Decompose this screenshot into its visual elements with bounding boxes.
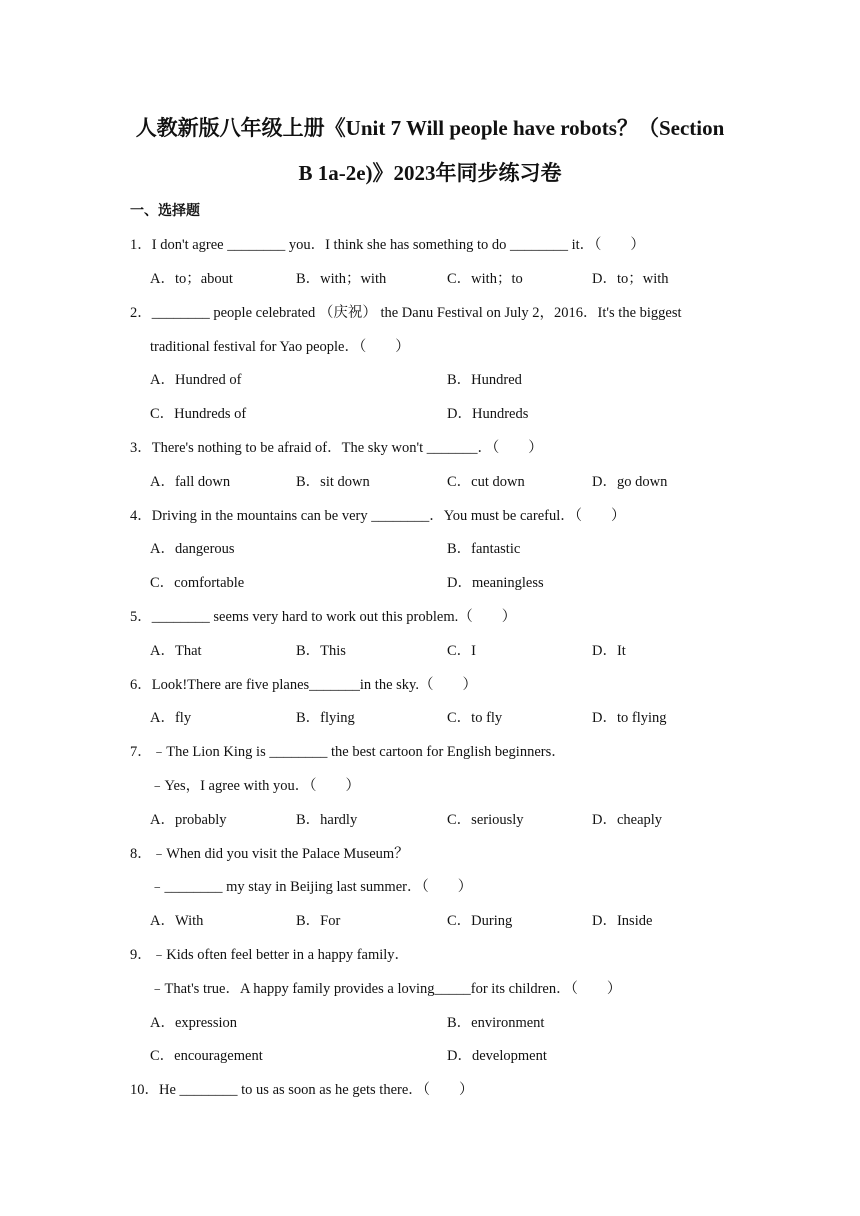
question-4-stem: 4．Driving in the mountains can be very ________．You must be careful．（ ）: [130, 508, 626, 524]
question-7-option-b[interactable]: B．hardly: [296, 812, 358, 828]
question-4-option-b[interactable]: B．fantastic: [447, 541, 521, 557]
question-2-option-d[interactable]: D．Hundreds: [447, 406, 529, 422]
question-3-option-d[interactable]: D．go down: [592, 474, 668, 490]
page-title-line-2: B 1a-2e)》2023年同步练习卷: [298, 161, 562, 185]
question-6-option-d[interactable]: D．to flying: [592, 710, 667, 726]
question-10-stem: 10．He ________ to us as soon as he gets there．（ ）: [130, 1082, 474, 1098]
question-9-option-c[interactable]: C．encouragement: [150, 1048, 263, 1064]
question-7-option-c[interactable]: C．seriously: [447, 812, 524, 828]
question-8-stem: 8．﹣When did you visit the Palace Museum？: [130, 846, 409, 862]
question-1-option-d[interactable]: D．to；with: [592, 271, 669, 287]
question-3-option-b[interactable]: B．sit down: [296, 474, 370, 490]
question-4-option-a[interactable]: A．dangerous: [150, 541, 235, 557]
question-8-option-c[interactable]: C．During: [447, 913, 513, 929]
question-2-option-b[interactable]: B．Hundred: [447, 372, 522, 388]
question-1-option-a[interactable]: A．to；about: [150, 271, 233, 287]
question-9-stem: 9．﹣Kids often feel better in a happy family．: [130, 947, 410, 963]
question-7-stem: 7．﹣The Lion King is ________ the best cartoon for English beginners．: [130, 744, 566, 760]
question-3-option-c[interactable]: C．cut down: [447, 474, 525, 490]
question-8-stem-continued: ﹣________ my stay in Beijing last summer．（ ）: [150, 879, 473, 895]
question-1-option-b[interactable]: B．with；with: [296, 271, 387, 287]
question-7-option-d[interactable]: D．cheaply: [592, 812, 663, 828]
question-2-stem: 2．________ people celebrated （庆祝） the Danu Festival on July 2，2016．It's the biggest: [130, 305, 682, 321]
question-6-option-c[interactable]: C．to fly: [447, 710, 503, 726]
question-9-option-b[interactable]: B．environment: [447, 1015, 545, 1031]
question-7-stem-continued: ﹣Yes，I agree with you．（ ）: [150, 778, 360, 794]
question-9-option-a[interactable]: A．expression: [150, 1015, 237, 1031]
question-7-option-a[interactable]: A．probably: [150, 812, 227, 828]
page-title-line-1: 人教新版八年级上册《Unit 7 Will people have robots？（Section: [135, 116, 725, 140]
question-9-stem-continued: ﹣That's true．A happy family provides a loving_____for its children．（ ）: [150, 981, 622, 997]
question-6-stem: 6．Look!There are five planes_______in the sky.（ ）: [130, 677, 477, 693]
question-4-option-c[interactable]: C．comfortable: [150, 575, 245, 591]
question-6-option-a[interactable]: A．fly: [150, 710, 192, 726]
section-heading: 一、选择题: [130, 204, 200, 219]
question-8-option-b[interactable]: B．For: [296, 913, 341, 929]
question-1-option-c[interactable]: C．with；to: [447, 271, 523, 287]
question-1-stem: 1．I don't agree ________ you．I think she has something to do ________ it．（ ）: [130, 237, 645, 253]
question-9-option-d[interactable]: D．development: [447, 1048, 547, 1064]
question-8-option-d[interactable]: D．Inside: [592, 913, 653, 929]
question-4-option-d[interactable]: D．meaningless: [447, 575, 544, 591]
question-2-option-c[interactable]: C．Hundreds of: [150, 406, 247, 422]
question-2-stem-continued: traditional festival for Yao people．（ ）: [150, 339, 410, 355]
question-5-option-c[interactable]: C．I: [447, 643, 476, 659]
question-6-option-b[interactable]: B．flying: [296, 710, 355, 726]
question-2-option-a[interactable]: A．Hundred of: [150, 372, 242, 388]
question-8-option-a[interactable]: A．With: [150, 913, 204, 929]
question-3-stem: 3．There's nothing to be afraid of．The sky won't _______．（ ）: [130, 440, 543, 456]
question-5-option-b[interactable]: B．This: [296, 643, 346, 659]
question-5-stem: 5．________ seems very hard to work out this problem.（ ）: [130, 609, 517, 625]
question-5-option-a[interactable]: A．That: [150, 643, 202, 659]
question-5-option-d[interactable]: D．It: [592, 643, 626, 659]
question-3-option-a[interactable]: A．fall down: [150, 474, 231, 490]
